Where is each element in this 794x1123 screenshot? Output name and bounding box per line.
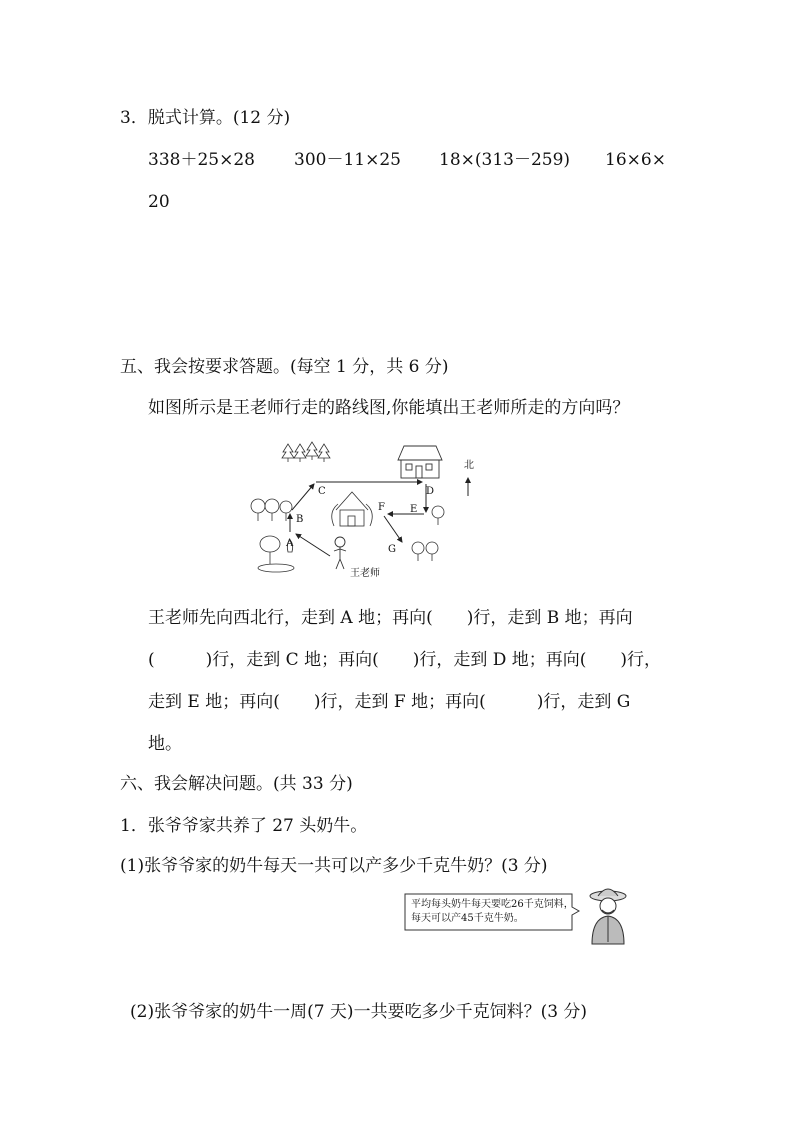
- teacher-figure-icon: [334, 537, 346, 569]
- sub-question-2: (2)张爷爷家的奶牛一周(7 天)一共要吃多少千克饲料？(3 分): [130, 1002, 588, 1022]
- trees-bottom-icon: [412, 542, 438, 561]
- expr-2: 300－11×25: [294, 150, 401, 170]
- farmer-icon: [584, 884, 632, 946]
- pine-trees-icon: [282, 442, 330, 462]
- round-trees-icon: [251, 499, 292, 521]
- label-b: B: [296, 514, 304, 525]
- problem-1: 1．张爷爷家共养了 27 头奶牛。: [120, 816, 368, 836]
- sub-question-1: (1)张爷爷家的奶牛每天一共可以产多少千克牛奶？(3 分): [120, 856, 548, 876]
- section5-question: 如图所示是王老师行走的路线图,你能填出王老师所走的方向吗？: [148, 398, 630, 418]
- expr-4: 16×6×: [605, 150, 666, 170]
- label-f: F: [378, 502, 385, 513]
- label-a: A: [286, 538, 294, 549]
- section5-title: 五、我会按要求答题。(每空 1 分，共 6 分): [120, 357, 449, 377]
- expr-4-wrap: 20: [148, 192, 170, 212]
- label-d: D: [426, 486, 435, 497]
- fill-line-1: 王老师先向西北行，走到 A 地；再向( )行，走到 B 地；再向: [148, 608, 633, 628]
- route-map-diagram: [248, 438, 488, 584]
- fill-line-2: ( )行，走到 C 地；再向( )行，走到 D 地；再向( )行，: [148, 650, 662, 670]
- route-arrows: [290, 482, 426, 556]
- label-e: E: [410, 504, 418, 515]
- speech-bubble-text: 平均每头奶牛每天要吃26千克饲料，每天可以产45千克牛奶。: [411, 899, 574, 924]
- q3-title: 3．脱式计算。(12 分): [120, 108, 291, 128]
- label-g: G: [388, 544, 396, 555]
- label-north: 北: [464, 460, 474, 471]
- expr-3: 18×(313－259): [439, 150, 571, 170]
- section6-title: 六、我会解决问题。(共 33 分): [120, 774, 353, 794]
- fill-line-4: 地。: [148, 734, 182, 754]
- label-teacher: 王老师: [350, 568, 380, 579]
- expr-1: 338＋25×28: [148, 150, 255, 170]
- house-icon: [398, 446, 442, 478]
- trees-right-icon: [432, 506, 444, 525]
- hut-icon: [332, 492, 373, 526]
- label-c: C: [318, 486, 326, 497]
- fill-line-3: 走到 E 地；再向( )行，走到 F 地；再向( )行，走到 G: [148, 692, 631, 712]
